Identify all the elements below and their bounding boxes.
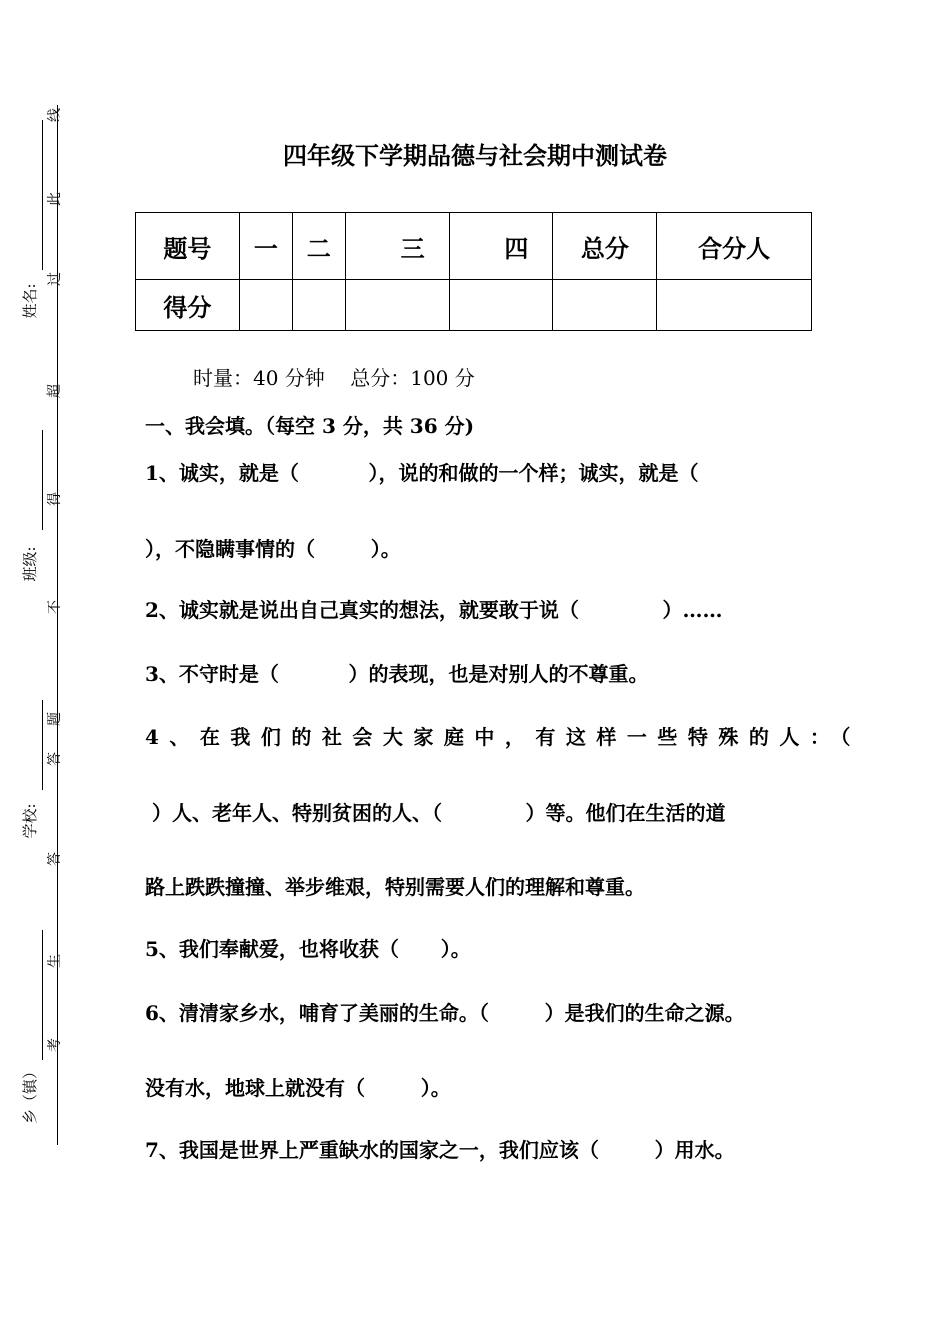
seal-char: 不 bbox=[47, 600, 63, 614]
header-cell: 题号 bbox=[136, 213, 240, 280]
seal-char: 此 bbox=[47, 192, 63, 206]
header-cell: 三 bbox=[345, 213, 449, 280]
time-and-total: 时量：40 分钟 总分：100 分 bbox=[193, 366, 475, 390]
header-cell: 四 bbox=[449, 213, 553, 280]
seal-char: 得 bbox=[47, 492, 63, 506]
township-blank bbox=[42, 930, 43, 1060]
score-table bbox=[135, 212, 812, 331]
score-cell[interactable] bbox=[292, 280, 345, 331]
question-line: 5、我们奉献爱，也将收获（ ）。 bbox=[145, 937, 471, 961]
school-blank bbox=[42, 700, 43, 790]
question-line: 路上跌跌撞撞、举步维艰，特别需要人们的理解和尊重。 bbox=[145, 875, 645, 899]
question-line: 2、诚实就是说出自己真实的想法，就要敢于说（ ）…… bbox=[145, 598, 723, 622]
township-label: 乡（镇） bbox=[21, 1063, 39, 1124]
score-cell[interactable] bbox=[239, 280, 292, 331]
question-line: ），不隐瞒事情的（ ）。 bbox=[145, 537, 401, 561]
seal-char: 答 bbox=[47, 852, 63, 866]
score-cell[interactable] bbox=[449, 280, 553, 331]
row-label-cell: 得分 bbox=[136, 280, 240, 331]
header-cell: 一 bbox=[239, 213, 292, 280]
seal-char: 生 bbox=[47, 954, 63, 968]
question-line: 没有水，地球上就没有（ ）。 bbox=[145, 1076, 451, 1100]
seal-char: 题 bbox=[47, 712, 63, 726]
question-line: ）人、老年人、特别贫困的人、（ ）等。他们在生活的道 bbox=[145, 801, 726, 825]
name-label: 姓名: bbox=[21, 283, 39, 319]
seal-char: 过 bbox=[47, 272, 63, 286]
question-line: 4、在我们的社会大家庭中，有这样一些特殊的人：（ bbox=[145, 725, 861, 749]
question-line: 1、诚实，就是（ ），说的和做的一个样；诚实，就是（ bbox=[145, 461, 699, 485]
score-cell[interactable] bbox=[553, 280, 657, 331]
section-heading: 一、我会填。（每空 3 分，共 36 分) bbox=[145, 414, 475, 438]
class-blank bbox=[42, 430, 43, 530]
score-cell[interactable] bbox=[657, 280, 812, 331]
class-label: 班级: bbox=[21, 546, 39, 582]
seal-char: 考 bbox=[47, 1038, 63, 1052]
seal-char: 答 bbox=[47, 752, 63, 766]
question-line: 7、我国是世界上严重缺水的国家之一，我们应该（ ）用水。 bbox=[145, 1138, 735, 1162]
header-cell: 总分 bbox=[553, 213, 657, 280]
seal-char: 线 bbox=[47, 108, 63, 122]
question-line: 3、不守时是（ ）的表现，也是对别人的不尊重。 bbox=[145, 662, 649, 686]
exam-title: 四年级下学期品德与社会期中测试卷 bbox=[283, 141, 667, 170]
binding-line bbox=[57, 105, 58, 1145]
header-cell: 二 bbox=[292, 213, 345, 280]
seal-char: 超 bbox=[47, 384, 63, 398]
school-label: 学校: bbox=[21, 803, 39, 839]
question-line: 6、清清家乡水，哺育了美丽的生命。（ ）是我们的生命之源。 bbox=[145, 1001, 745, 1025]
header-cell: 合分人 bbox=[657, 213, 812, 280]
score-cell[interactable] bbox=[345, 280, 449, 331]
